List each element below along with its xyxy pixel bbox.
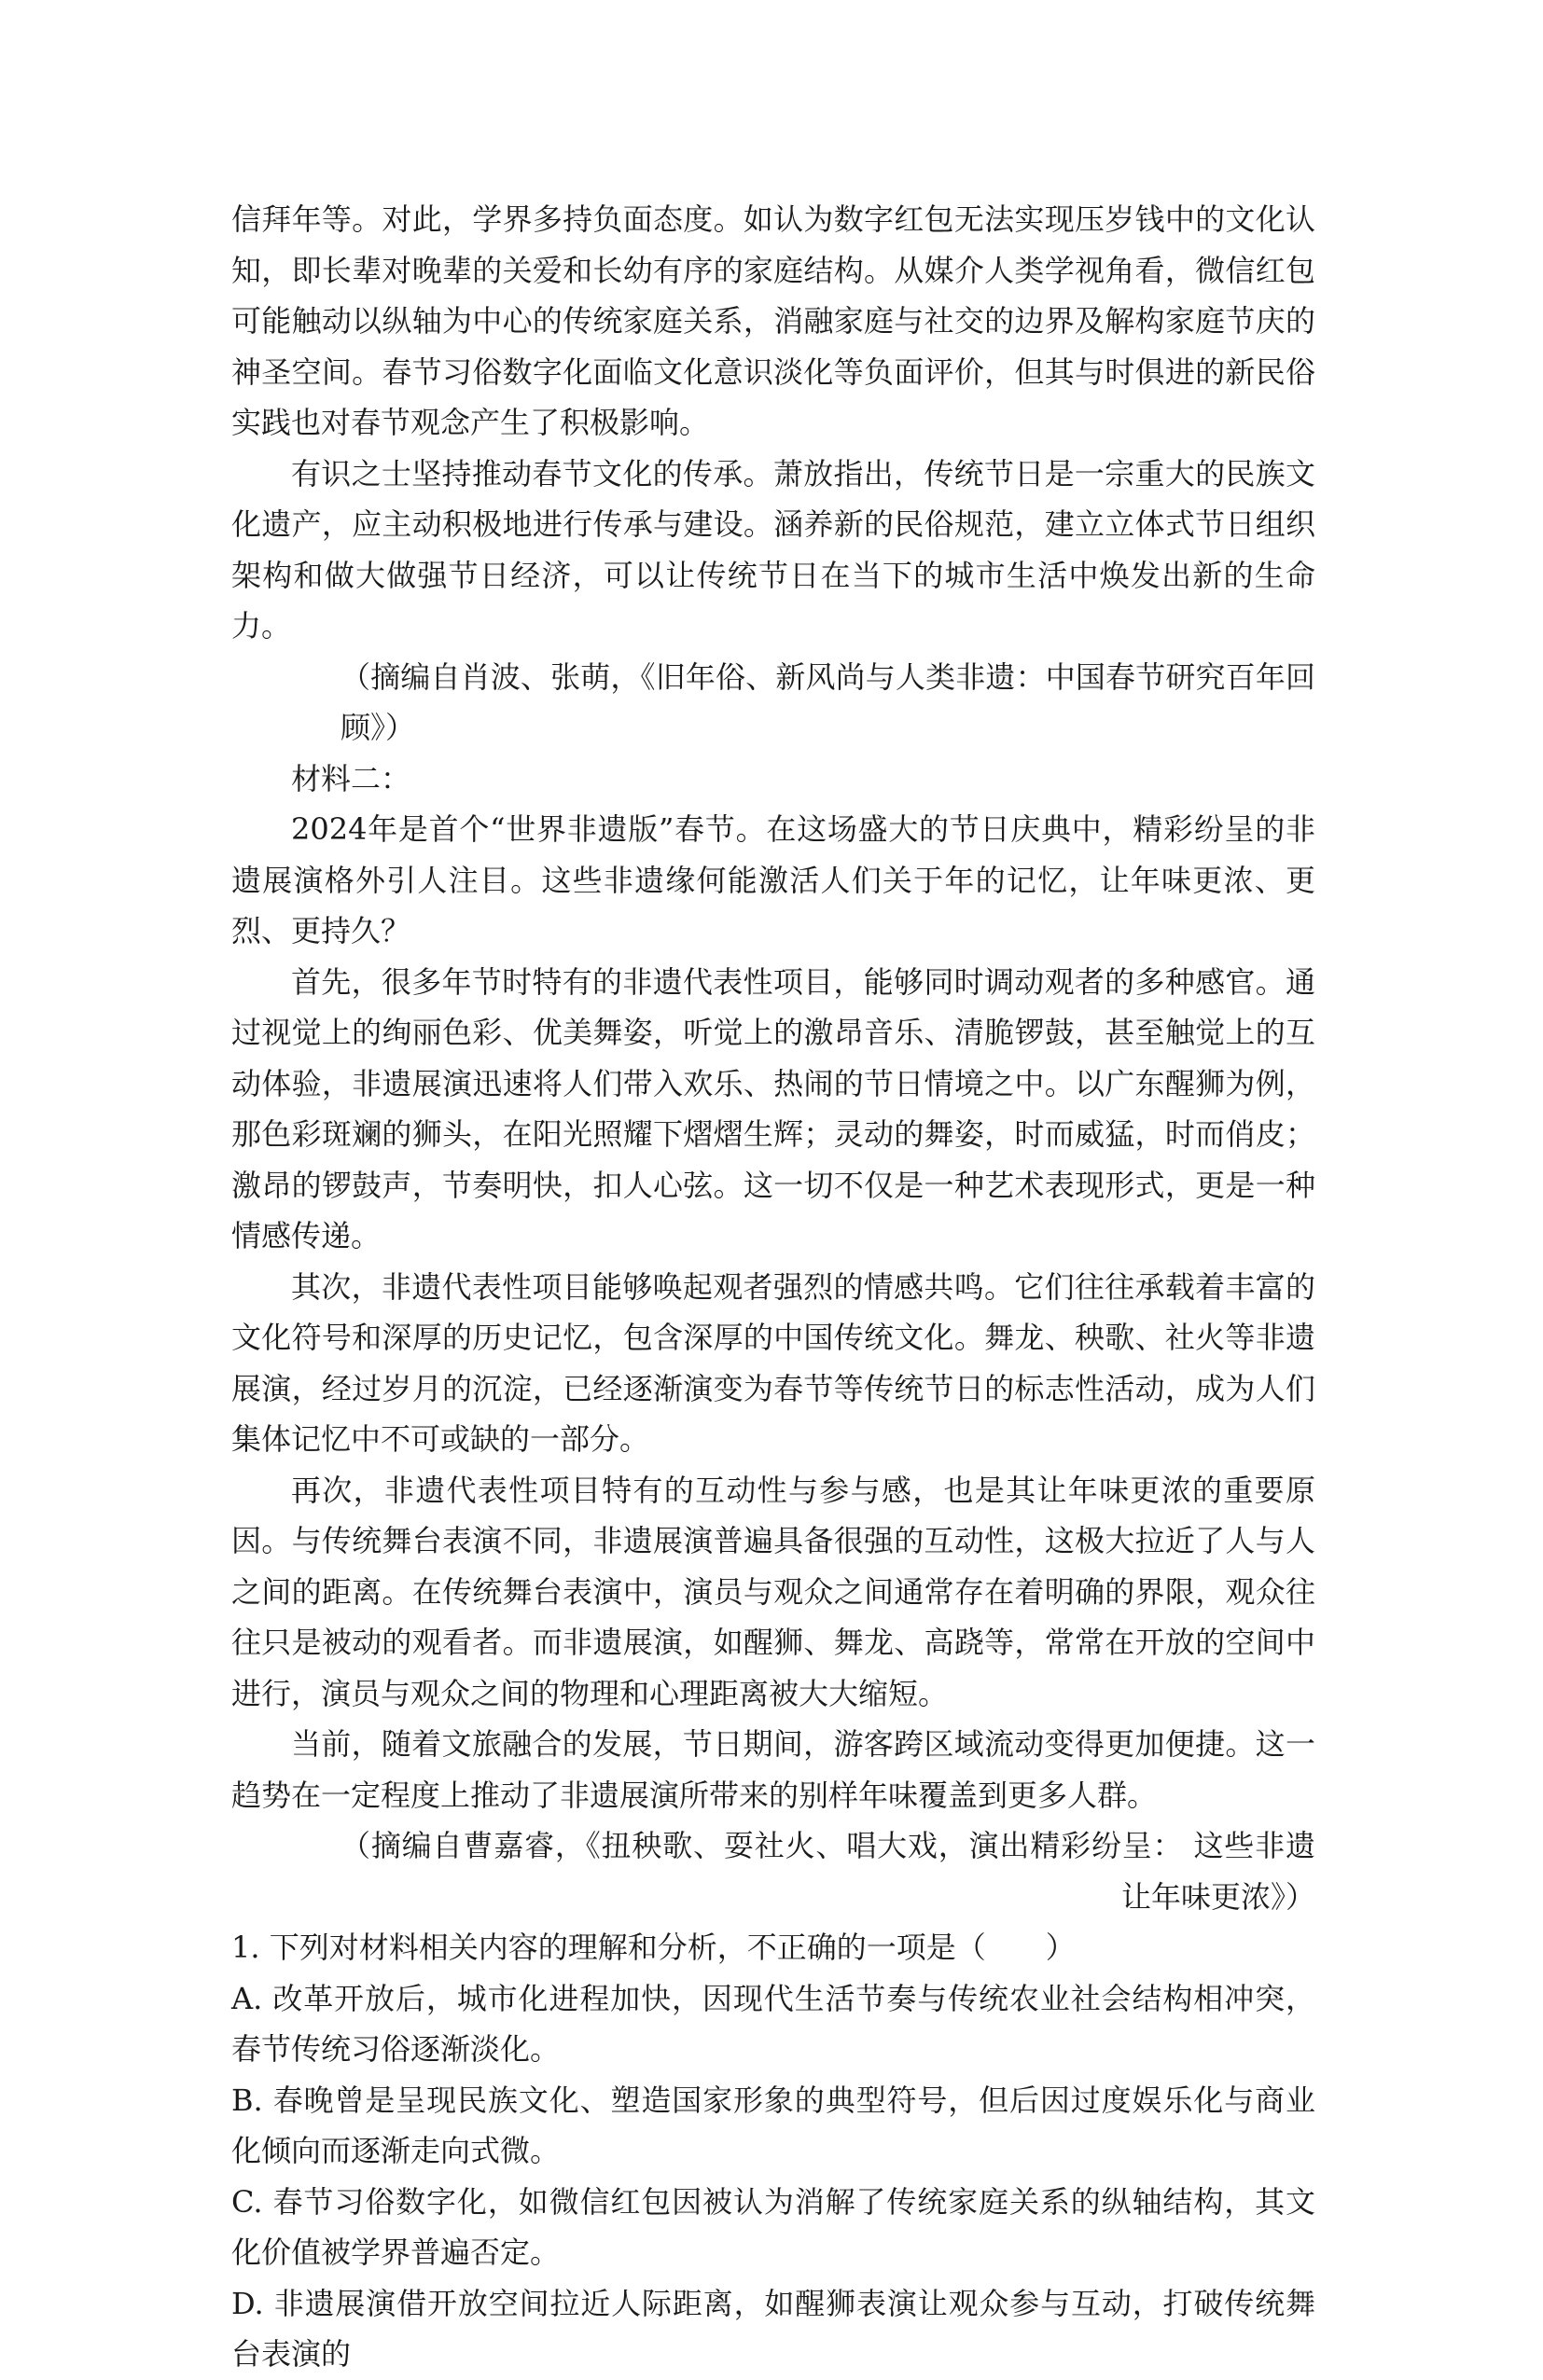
paragraph-material-one-conclusion: 有识之士坚持推动春节文化的传承。萧放指出，传统节日是一宗重大的民族文化遗产，应主动积极地进行传承与建设。涵养新的民俗规范，建立立体式节日组织架构和做大做强节日经济，可以让传统节日在当下的城市生活中焕发出新的生命力。 xyxy=(231,455,1315,643)
citation-material-two: （摘编自曹嘉睿，《扭秧歌、耍社火、唱大戏，演出精彩纷呈： 这些非遗让年味更浓》） xyxy=(341,1828,1315,1915)
paragraph-material-two-current: 当前，随着文旅融合的发展，节日期间，游客跨区域流动变得更加便捷。这一趋势在一定程度上推动了非遗展演所带来的别样年味覆盖到更多人群。 xyxy=(231,1726,1315,1813)
citation-material-one: （摘编自肖波、张萌，《旧年俗、新风尚与人类非遗：中国春节研究百年回顾》） xyxy=(341,658,1315,745)
question-1-option-d: D. 非遗展演借开放空间拉近人际距离，如醒狮表演让观众参与互动，打破传统舞台表演的 xyxy=(231,2285,1315,2372)
question-1-stem: 1. 下列对材料相关内容的理解和分析，不正确的一项是（ ） xyxy=(231,1930,1076,1965)
question-1 xyxy=(231,1922,1315,2380)
paragraph-material-two-second: 其次，非遗代表性项目能够唤起观者强烈的情感共鸣。它们往往承载着丰富的文化符号和深厚的历史记忆，包含深厚的中国传统文化。舞龙、秧歌、社火等非遗展演，经过岁月的沉淀，已经逐渐演变为春节等传统节日的标志性活动，成为人们集体记忆中不可或缺的一部分。 xyxy=(231,1268,1315,1457)
paragraph-material-two-third: 再次，非遗代表性项目特有的互动性与参与感，也是其让年味更浓的重要原因。与传统舞台表演不同，非遗展演普遍具备很强的互动性，这极大拉近了人与人之间的距离。在传统舞台表演中，演员与观众之间通常存在着明确的界限，观众往往只是被动的观看者。而非遗展演，如醒狮、舞龙、高跷等，常常在开放的空间中进行，演员与观众之间的物理和心理距离被大大缩短。 xyxy=(231,1472,1315,1711)
question-1-option-c: C. 春节习俗数字化，如微信红包因被认为消解了传统家庭关系的纵轴结构，其文化价值被学界普遍否定。 xyxy=(231,2183,1315,2270)
paragraph-material-one-continued: 信拜年等。对此，学界多持负面态度。如认为数字红包无法实现压岁钱中的文化认知，即长辈对晚辈的关爱和长幼有序的家庭结构。从媒介人类学视角看，微信红包可能触动以纵轴为中心的传统家庭关系，消融家庭与社交的边界及解构家庭节庆的神圣空间。春节习俗数字化面临文化意识淡化等负面评价，但其与时俱进的新民俗实践也对春节观念产生了积极影响。 xyxy=(231,201,1315,440)
question-1-option-b: B. 春晚曾是呈现民族文化、塑造国家形象的典型符号，但后因过度娱乐化与商业化倾向而逐渐走向式微。 xyxy=(231,2082,1315,2168)
document-page xyxy=(231,194,1315,2380)
heading-material-two: 材料二： xyxy=(291,760,411,796)
paragraph-material-two-first: 首先，很多年节时特有的非遗代表性项目，能够同时调动观者的多种感官。通过视觉上的绚丽色彩、优美舞姿，听觉上的激昂音乐、清脆锣鼓，甚至触觉上的互动体验，非遗展演迅速将人们带入欢乐、热闹的节日情境之中。以广东醒狮为例，那色彩斑斓的狮头，在阳光照耀下熠熠生辉；灵动的舞姿，时而威猛，时而俏皮；激昂的锣鼓声，节奏明快，扣人心弦。这一切不仅是一种艺术表现形式，更是一种情感传递。 xyxy=(231,963,1315,1253)
paragraph-material-two-intro: 2024年是首个“世界非遗版”春节。在这场盛大的节日庆典中，精彩纷呈的非遗展演格外引人注目。这些非遗缘何能激活人们关于年的记忆，让年味更浓、更烈、更持久？ xyxy=(231,811,1315,948)
question-1-option-a: A. 改革开放后，城市化进程加快，因现代生活节奏与传统农业社会结构相冲突，春节传统习俗逐渐淡化。 xyxy=(231,1980,1315,2067)
